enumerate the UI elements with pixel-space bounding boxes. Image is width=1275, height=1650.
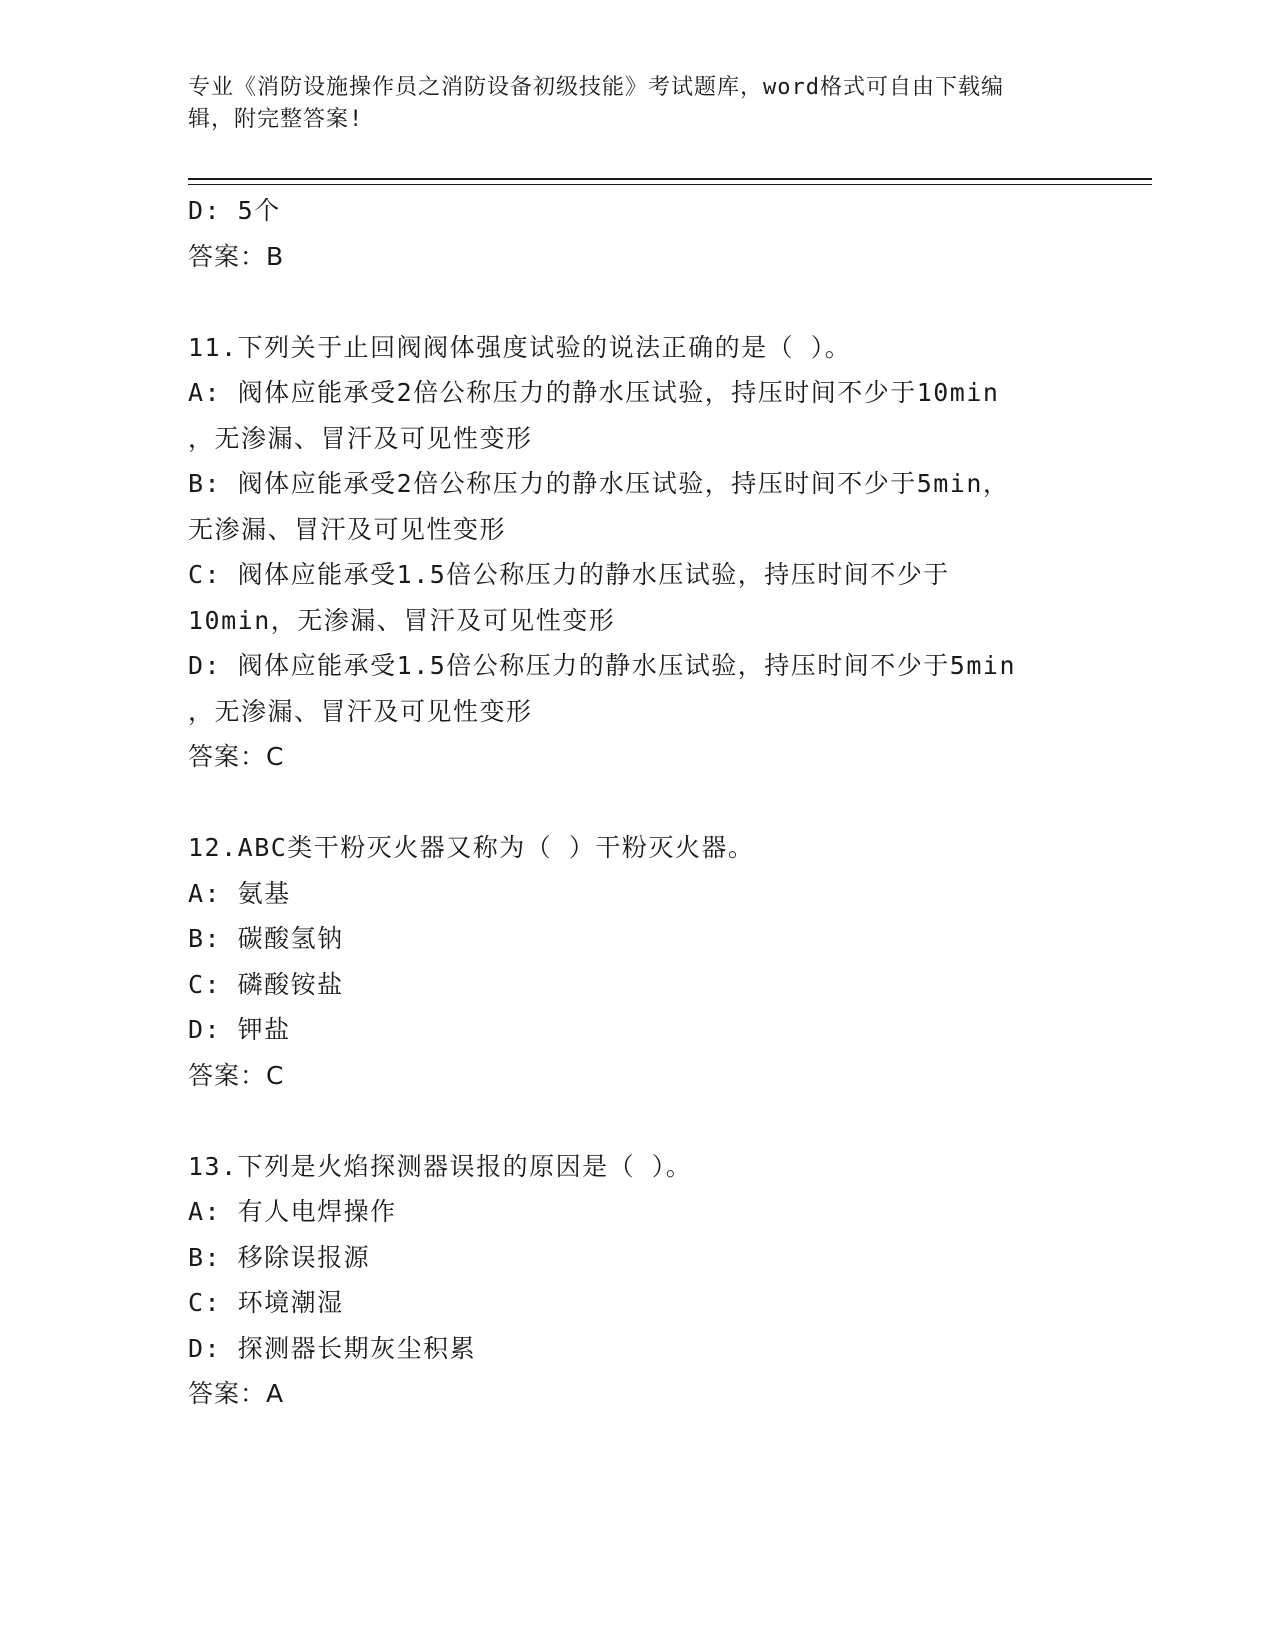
- q12-stem: 12.ABC类干粉灭火器又称为（ ）干粉灭火器。: [188, 833, 755, 862]
- header-divider-thin: [188, 184, 1152, 185]
- q11-option-c-line2: 10min，无渗漏、冒汗及可见性变形: [188, 605, 616, 635]
- header-line-2: 辑，附完整答案!: [188, 107, 364, 132]
- spacer: [188, 279, 1088, 325]
- q11-option-c-line1: C: 阀体应能承受1.5倍公称压力的静水压试验，持压时间不少于: [188, 560, 950, 589]
- q13-option-c: C: 环境潮湿: [188, 1288, 344, 1317]
- q11-option-a-line2: ，无渗漏、冒汗及可见性变形: [188, 423, 533, 453]
- q11-option-b-line1: B: 阀体应能承受2倍公称压力的静水压试验，持压时间不少于5min，: [188, 469, 1010, 498]
- q11-option-d-line2: ，无渗漏、冒汗及可见性变形: [188, 696, 533, 726]
- q12-option-a: A: 氨基: [188, 878, 291, 908]
- q11-stem: 11.下列关于止回阀阀体强度试验的说法正确的是（ ）。: [188, 332, 852, 362]
- spacer: [188, 1098, 1088, 1144]
- q11-answer: 答案：C: [188, 742, 285, 771]
- q12-option-b: B: 碳酸氢钠: [188, 924, 344, 953]
- q13-option-b: B: 移除误报源: [188, 1242, 371, 1272]
- q12-option-c: C: 磷酸铵盐: [188, 969, 344, 999]
- prev-option-d: D: 5个: [188, 196, 281, 225]
- q13-stem: 13.下列是火焰探测器误报的原因是（ ）。: [188, 1151, 693, 1181]
- q11-option-d-line1: D: 阀体应能承受1.5倍公称压力的静水压试验，持压时间不少于5min: [188, 651, 1017, 680]
- q11-option-a-line1: A: 阀体应能承受2倍公称压力的静水压试验，持压时间不少于10min: [188, 378, 1000, 407]
- header-line-1: 专业《消防设施操作员之消防设备初级技能》考试题库，word格式可自由下载编: [188, 75, 1004, 100]
- q12-option-d: D: 钾盐: [188, 1015, 291, 1044]
- spacer: [188, 780, 1088, 826]
- prev-answer: 答案：B: [188, 241, 285, 271]
- document-header: [188, 72, 1068, 136]
- q11-option-b-line2: 无渗漏、冒汗及可见性变形: [188, 514, 507, 544]
- q12-answer: 答案：C: [188, 1060, 285, 1090]
- q13-answer: 答案：A: [188, 1379, 285, 1408]
- question-content: [188, 188, 1088, 1417]
- header-divider-thick: [188, 178, 1152, 180]
- q13-option-a: A: 有人电焊操作: [188, 1197, 397, 1226]
- q13-option-d: D: 探测器长期灰尘积累: [188, 1333, 477, 1363]
